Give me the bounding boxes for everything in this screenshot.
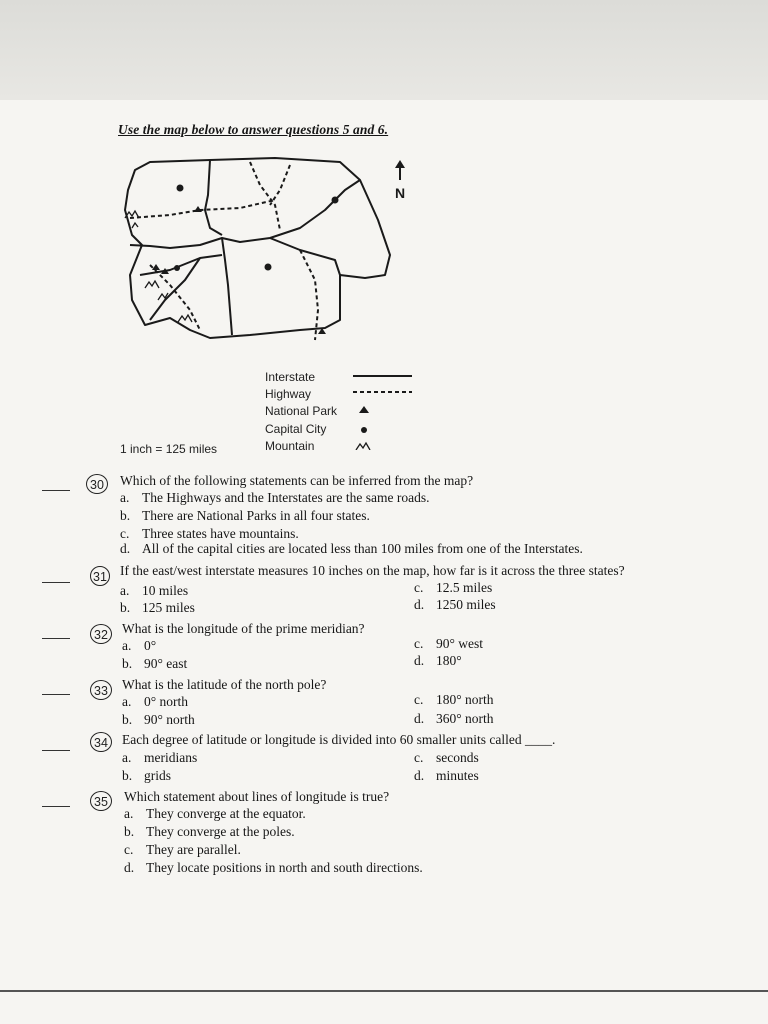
answer-blank[interactable]: [42, 750, 70, 751]
north-arrow: [395, 160, 405, 180]
option-d[interactable]: d. minutes: [414, 768, 479, 783]
option-d[interactable]: d. 1250 miles: [414, 597, 496, 612]
option-b[interactable]: b. They converge at the poles.: [124, 824, 295, 839]
option-a[interactable]: a. 0° north: [122, 694, 189, 709]
answer-blank[interactable]: [42, 582, 70, 583]
question-text: Each degree of latitude or longitude is divided into 60 smaller units called ____.: [122, 732, 556, 747]
option-d[interactable]: d. They locate positions in north and south directions.: [124, 860, 423, 875]
option-b[interactable]: b. 90° north: [122, 712, 195, 727]
option-c[interactable]: c. 90° west: [414, 636, 484, 651]
legend-capital-city: Capital City: [265, 422, 327, 436]
option-a[interactable]: a. 0°: [122, 638, 157, 653]
instructions-title: Use the map below to answer questions 5 and 6.: [118, 122, 389, 137]
question-number: 35: [90, 791, 112, 811]
answer-blank[interactable]: [42, 806, 70, 807]
question-number: 34: [90, 732, 112, 752]
question-number: 30: [86, 474, 108, 494]
answer-blank[interactable]: [42, 638, 70, 639]
answer-blank[interactable]: [42, 490, 70, 491]
question-text: What is the longitude of the prime meridian?: [122, 621, 365, 636]
legend-highway: Highway: [265, 387, 312, 401]
option-d[interactable]: d. 180°: [414, 653, 462, 668]
option-c[interactable]: c. 12.5 miles: [414, 580, 493, 595]
option-c[interactable]: c. 180° north: [414, 692, 494, 707]
question-text: Which of the following statements can be inferred from the map?: [120, 473, 474, 488]
option-d[interactable]: d. All of the capital cities are located less than 100 miles from one of the Interstates.: [120, 541, 583, 556]
option-c[interactable]: c. They are parallel.: [124, 842, 241, 857]
option-b[interactable]: b. There are National Parks in all four states.: [120, 508, 370, 523]
question-text: Which statement about lines of longitude is true?: [124, 789, 390, 804]
option-b[interactable]: b. grids: [122, 768, 171, 783]
answer-blank[interactable]: [42, 694, 70, 695]
option-a[interactable]: a. They converge at the equator.: [124, 806, 306, 821]
option-a[interactable]: a. 10 miles: [120, 583, 189, 598]
question-text: If the east/west interstate measures 10 inches on the map, how far is it across the three states?: [120, 563, 625, 578]
option-a[interactable]: a. meridians: [122, 750, 198, 765]
question-text: What is the latitude of the north pole?: [122, 677, 327, 692]
map-scale: 1 inch = 125 miles: [120, 442, 218, 456]
legend-symbols: [353, 376, 412, 450]
highway-route: [130, 200, 275, 218]
page-divider: [0, 990, 768, 992]
legend-mountain: Mountain: [265, 439, 315, 453]
legend-national-park: National Park: [265, 404, 338, 418]
option-c[interactable]: c. seconds: [414, 750, 479, 765]
option-b[interactable]: b. 90° east: [122, 656, 188, 671]
option-a[interactable]: a. The Highways and the Interstates are the same roads.: [120, 490, 430, 505]
north-label: N: [394, 185, 406, 201]
question-number: 32: [90, 624, 112, 644]
question-number: 31: [90, 566, 110, 586]
option-b[interactable]: b. 125 miles: [120, 600, 195, 615]
question-number: 33: [90, 680, 112, 700]
option-c[interactable]: c. Three states have mountains.: [120, 526, 299, 541]
legend-interstate: Interstate: [265, 370, 316, 384]
option-d[interactable]: d. 360° north: [414, 711, 494, 726]
